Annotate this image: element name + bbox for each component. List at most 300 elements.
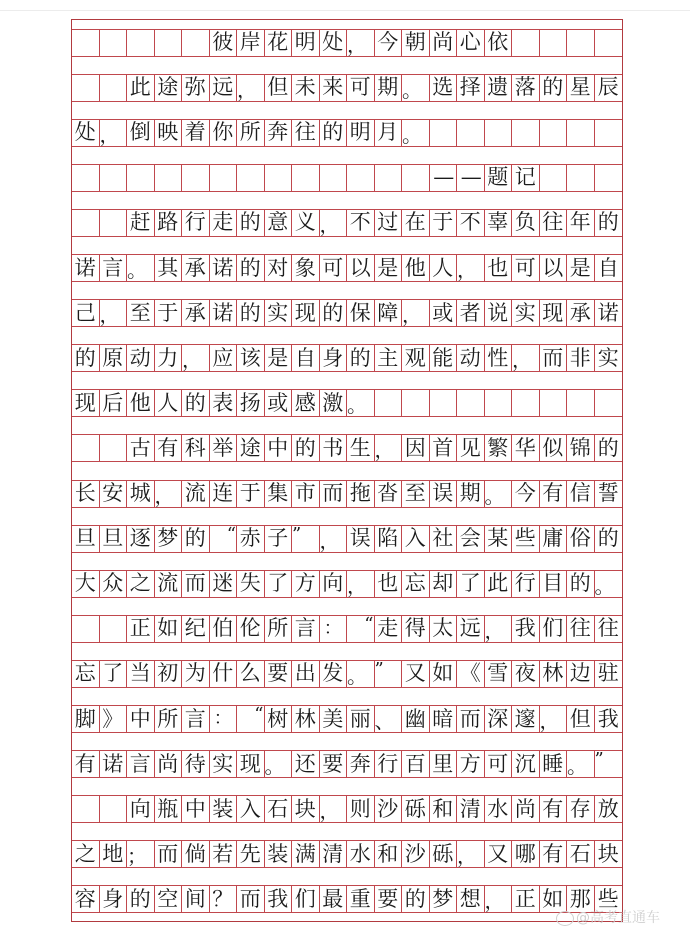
grid-cell-char: ， <box>347 571 375 597</box>
grid-cell-char: 于 <box>237 481 265 507</box>
grid-cell-char: ， <box>320 796 348 822</box>
grid-cell-char: 如 <box>540 886 568 912</box>
grid-cell-char: 的 <box>292 435 320 461</box>
grid-cell-char: 繁 <box>485 435 513 461</box>
grid-cell-char: 有 <box>540 796 568 822</box>
grid-cell-char: 遗 <box>485 75 513 101</box>
grid-cell-char: 中 <box>182 796 210 822</box>
grid-cell-char: 保 <box>347 300 375 326</box>
grid-cell-char: 满 <box>292 841 320 867</box>
grid-cell-char: 砾 <box>402 796 430 822</box>
watermark <box>556 907 660 927</box>
grid-cell-char: 清 <box>457 796 485 822</box>
grid-cell-char: 丽 <box>347 706 375 732</box>
grid-cell-char: 纪 <box>182 616 210 642</box>
grid-cell-char: 我 <box>597 706 619 731</box>
grid-cell-empty <box>512 120 540 146</box>
grid-row <box>72 795 622 823</box>
grid-cell-char: 初 <box>155 661 183 687</box>
grid-cell-char: 负 <box>512 210 540 236</box>
grid-cell-empty <box>72 616 100 642</box>
grid-cell-empty <box>100 796 128 822</box>
grid-cell-char: 要 <box>265 661 293 687</box>
grid-cell-char: 《 <box>457 661 485 687</box>
grid-cell-char: 会 <box>457 526 485 552</box>
grid-cell-char: 瓶 <box>155 796 183 822</box>
grid-cell-char: 误 <box>430 481 458 507</box>
grid-cell-char: 期 <box>375 75 403 101</box>
grid-cell-empty <box>72 75 100 101</box>
grid-cell-char: 和 <box>375 841 403 867</box>
grid-cell-char: 但 <box>567 706 595 732</box>
grid-cell-char: 雪 <box>485 661 513 687</box>
grid-cell-char: 和 <box>430 796 458 822</box>
grid-cell-char: 忘 <box>72 661 100 687</box>
grid-cell-char: 书 <box>320 435 348 461</box>
grid-cell-char: 尚 <box>155 751 183 777</box>
grid-cell-char: 往 <box>597 616 619 641</box>
grid-cell-char: 举 <box>210 435 238 461</box>
grid-cell-char: 了 <box>457 571 485 597</box>
grid-cell-char: 路 <box>155 210 183 236</box>
grid-cell-char: 障 <box>375 300 403 326</box>
grid-cell-char: 之 <box>72 841 100 867</box>
grid-cell-char: 非 <box>567 345 595 371</box>
grid-cell-char: 原 <box>100 345 128 371</box>
grid-cell-char: 诺 <box>72 255 100 281</box>
grid-cell-char: 是 <box>375 255 403 281</box>
grid-row <box>72 119 622 147</box>
grid-cell-char: 可 <box>347 75 375 101</box>
grid-cell-char: 幽 <box>402 706 430 732</box>
grid-cell-empty <box>237 165 265 191</box>
grid-cell-empty <box>72 796 100 822</box>
grid-row <box>72 299 622 327</box>
grid-cell-char: 还 <box>292 751 320 777</box>
grid-cell-char: 美 <box>320 706 348 732</box>
grid-cell-char: 应 <box>210 345 238 371</box>
grid-cell-char: 。 <box>567 751 595 777</box>
grid-cell-char: 市 <box>292 481 320 507</box>
grid-cell-char: 尚 <box>430 30 458 56</box>
grid-cell-char: 如 <box>155 616 183 642</box>
grid-cell-char: 有 <box>540 841 568 867</box>
grid-cell-char: 或 <box>265 390 293 416</box>
grid-cell-char: “ <box>237 706 265 732</box>
grid-cell-char: 过 <box>375 210 403 236</box>
grid-cell-empty <box>430 390 458 416</box>
grid-cell-empty <box>485 120 513 146</box>
grid-cell-char: ， <box>540 706 568 732</box>
grid-cell-char: 依 <box>485 30 513 56</box>
grid-cell-char: ， <box>402 300 430 326</box>
grid-cell-char: ， <box>457 841 485 867</box>
grid-cell-char: 着 <box>182 120 210 146</box>
grid-cell-char: 岸 <box>237 30 265 56</box>
grid-cell-empty <box>72 165 100 191</box>
grid-row <box>72 570 622 598</box>
grid-cell-char: 所 <box>265 616 293 642</box>
grid-cell-char: 的 <box>347 345 375 371</box>
grid-cell-char: 砾 <box>430 841 458 867</box>
grid-cell-char: 以 <box>540 255 568 281</box>
grid-cell-empty <box>540 165 568 191</box>
grid-cell-char: 所 <box>155 706 183 732</box>
grid-cell-char: 信 <box>567 481 595 507</box>
grid-cell-char: 辰 <box>597 75 619 100</box>
grid-cell-char: 人 <box>155 390 183 416</box>
grid-cell-char: 块 <box>292 796 320 822</box>
grid-cell-char: 众 <box>100 571 128 597</box>
grid-cell-char: 行 <box>512 571 540 597</box>
grid-cell-char: 社 <box>430 526 458 552</box>
grid-cell-char: 俗 <box>567 526 595 552</box>
grid-cell-char: 对 <box>265 255 293 281</box>
grid-cell-empty <box>402 165 430 191</box>
grid-cell-char: 邃 <box>512 706 540 732</box>
grid-cell-char: 锦 <box>567 435 595 461</box>
grid-cell-char: 首 <box>430 435 458 461</box>
grid-cell-char: 脚 <box>72 706 100 732</box>
grid-cell-char: 忘 <box>402 571 430 597</box>
grid-cell-char: 子 <box>265 526 293 552</box>
grid-cell-empty <box>72 30 100 56</box>
grid-cell-char: 可 <box>485 751 513 777</box>
grid-cell-empty <box>595 390 623 416</box>
grid-cell-char: 的 <box>597 210 619 235</box>
grid-cell-char: 庸 <box>540 526 568 552</box>
grid-cell-char: 彼 <box>210 30 238 56</box>
grid-cell-empty <box>457 120 485 146</box>
grid-row <box>72 29 622 57</box>
grid-cell-char: 至 <box>127 300 155 326</box>
grid-cell-char: 中 <box>265 435 293 461</box>
grid-cell-char: 而 <box>457 706 485 732</box>
grid-cell-char: 誓 <box>597 481 619 505</box>
grid-cell-char: 伦 <box>237 616 265 642</box>
grid-cell-empty <box>100 210 128 236</box>
grid-cell-char: 伯 <box>210 616 238 642</box>
grid-cell-empty <box>567 30 595 56</box>
grid-cell-char: 感 <box>292 390 320 416</box>
grid-cell-char: 身 <box>100 886 128 912</box>
grid-cell-char: ， <box>237 75 265 101</box>
grid-cell-char: 不 <box>347 210 375 236</box>
grid-cell-char: 来 <box>320 75 348 101</box>
grid-cell-char: ， <box>320 526 348 552</box>
grid-cell-char: 明 <box>292 30 320 56</box>
grid-cell-char: ” <box>594 749 604 771</box>
grid-cell-empty <box>320 165 348 191</box>
grid-cell-char: 处 <box>72 120 100 146</box>
grid-cell-empty <box>375 390 403 416</box>
grid-cell-empty <box>347 165 375 191</box>
grid-cell-char: 有 <box>540 481 568 507</box>
grid-cell-char: 可 <box>512 255 540 281</box>
grid-cell-char: 夜 <box>512 661 540 687</box>
grid-cell-char: 重 <box>347 886 375 912</box>
top-divider <box>0 10 690 11</box>
grid-cell-char: 远 <box>457 616 485 642</box>
grid-cell-char: 。 <box>402 75 430 101</box>
grid-cell-char: 意 <box>265 210 293 236</box>
grid-cell-char: 当 <box>127 661 155 687</box>
weibo-logo-icon <box>556 911 574 926</box>
grid-cell-char: 的 <box>540 75 568 101</box>
grid-row <box>72 525 622 553</box>
grid-cell-char: 赶 <box>127 210 155 236</box>
grid-cell-char: 承 <box>182 255 210 281</box>
grid-cell-char: 是 <box>265 345 293 371</box>
grid-cell-char: ， <box>512 345 540 371</box>
grid-cell-char: 入 <box>237 796 265 822</box>
grid-cell-char: 期 <box>457 481 485 507</box>
grid-cell-empty <box>512 390 540 416</box>
grid-cell-char: 花 <box>265 30 293 56</box>
grid-cell-char: 奔 <box>265 120 293 146</box>
grid-row <box>72 209 622 237</box>
grid-cell-char: 陷 <box>375 526 403 552</box>
grid-cell-char: 而 <box>237 886 265 912</box>
grid-cell-char: 待 <box>182 751 210 777</box>
grid-cell-char: 现 <box>72 390 100 416</box>
grid-cell-char: 安 <box>100 481 128 507</box>
grid-cell-char: 。 <box>402 120 430 146</box>
grid-cell-char: 清 <box>320 841 348 867</box>
grid-cell-char: 实 <box>512 300 540 326</box>
grid-cell-char: 生 <box>347 435 375 461</box>
grid-cell-char: ， <box>100 120 128 146</box>
grid-cell-char: 后 <box>100 390 128 416</box>
grid-cell-char: 华 <box>512 435 540 461</box>
grid-cell-char: 往 <box>292 120 320 146</box>
grid-cell-char: 走 <box>375 616 403 642</box>
grid-row <box>72 660 622 688</box>
grid-cell-char: 实 <box>597 345 619 370</box>
grid-cell-empty <box>127 165 155 191</box>
grid-cell-char: 今 <box>375 30 403 56</box>
grid-cell-char: 记 <box>512 165 540 191</box>
grid-cell-char: 们 <box>292 886 320 912</box>
grid-cell-char: 的 <box>320 120 348 146</box>
grid-cell-char: 旦 <box>100 526 128 552</box>
grid-cell-char: 的 <box>182 526 210 552</box>
grid-cell-empty <box>512 30 540 56</box>
grid-cell-empty <box>457 390 485 416</box>
grid-cell-char: 承 <box>567 300 595 326</box>
grid-cell-char: 现 <box>237 751 265 777</box>
grid-cell-char: 赤 <box>237 526 265 552</box>
grid-cell-char: 的 <box>237 300 265 326</box>
grid-cell-char: 沉 <box>512 751 540 777</box>
grid-cell-char: 激 <box>320 390 348 416</box>
grid-cell-char: 实 <box>265 300 293 326</box>
grid-cell-char: 走 <box>210 210 238 236</box>
grid-cell-char: 出 <box>292 661 320 687</box>
grid-cell-char: 现 <box>540 300 568 326</box>
grid-cell-char: 似 <box>540 435 568 461</box>
grid-cell-empty <box>72 210 100 236</box>
grid-cell-char: 往 <box>540 210 568 236</box>
grid-cell-char: 正 <box>127 616 155 642</box>
grid-cell-char: 。 <box>265 751 293 777</box>
grid-cell-char: 象 <box>292 255 320 281</box>
grid-cell-empty <box>595 30 623 56</box>
grid-cell-char: 今 <box>512 481 540 507</box>
grid-cell-char: 的 <box>127 886 155 912</box>
grid-cell-empty <box>567 120 595 146</box>
grid-row <box>72 615 622 643</box>
grid-cell-char: 里 <box>430 751 458 777</box>
grid-cell-char: 梦 <box>155 526 183 552</box>
grid-cell-char: 深 <box>485 706 513 732</box>
grid-cell-char: 正 <box>512 886 540 912</box>
grid-cell-char: 那 <box>567 886 595 912</box>
grid-cell-char: 选 <box>430 75 458 101</box>
grid-cell-empty <box>375 165 403 191</box>
grid-cell-char: 方 <box>292 571 320 597</box>
grid-row <box>72 705 622 733</box>
grid-cell-char: 是 <box>567 255 595 281</box>
grid-cell-char: ： <box>210 706 238 732</box>
grid-cell-char: ， <box>457 255 485 281</box>
grid-cell-char: 此 <box>127 75 155 101</box>
grid-cell-char: 为 <box>182 661 210 687</box>
grid-cell-char: 科 <box>182 435 210 461</box>
grid-cell-char: 动 <box>127 345 155 371</box>
grid-cell-char: 想 <box>457 886 485 912</box>
grid-cell-char: 明 <box>347 120 375 146</box>
grid-cell-char: 或 <box>430 300 458 326</box>
grid-cell-char: 见 <box>457 435 485 461</box>
grid-cell-char: 梦 <box>430 886 458 912</box>
grid-cell-char: 某 <box>485 526 513 552</box>
grid-cell-char: 百 <box>402 751 430 777</box>
grid-cell-char: ； <box>127 841 155 867</box>
grid-cell-char: 他 <box>402 255 430 281</box>
grid-cell-char: — <box>430 165 458 191</box>
grid-cell-char: 要 <box>320 751 348 777</box>
grid-row <box>72 344 622 372</box>
grid-cell-char: ， <box>100 300 128 326</box>
grid-cell-char: 城 <box>127 481 155 507</box>
grid-cell-char: ” <box>292 526 320 552</box>
grid-cell-char: 的 <box>597 435 619 460</box>
grid-cell-empty <box>567 390 595 416</box>
grid-cell-char: 能 <box>430 345 458 371</box>
grid-cell-char: 们 <box>540 616 568 642</box>
grid-cell-empty <box>567 165 595 191</box>
grid-cell-char: 林 <box>540 661 568 687</box>
grid-cell-char: 自 <box>597 255 619 280</box>
grid-cell-char: 其 <box>155 255 183 281</box>
grid-cell-char: 的 <box>597 526 619 551</box>
grid-cell-char: 若 <box>210 841 238 867</box>
grid-cell-char: 你 <box>210 120 238 146</box>
grid-cell-char: 旦 <box>72 526 100 552</box>
grid-cell-empty <box>100 30 128 56</box>
grid-cell-char: 向 <box>320 571 348 597</box>
grid-cell-char: 发 <box>320 661 348 687</box>
grid-cell-char: 太 <box>430 616 458 642</box>
grid-cell-char: 树 <box>265 706 293 732</box>
grid-cell-char: 拖 <box>347 481 375 507</box>
grid-cell-empty <box>182 165 210 191</box>
grid-cell-char: 么 <box>237 661 265 687</box>
grid-cell-char: 以 <box>347 255 375 281</box>
grid-cell-char: 所 <box>237 120 265 146</box>
grid-cell-char: 得 <box>402 616 430 642</box>
grid-cell-char: 途 <box>155 75 183 101</box>
grid-cell-char: 我 <box>265 886 293 912</box>
grid-cell-char: 远 <box>210 75 238 101</box>
grid-cell-char: 古 <box>127 435 155 461</box>
grid-cell-empty <box>540 30 568 56</box>
grid-cell-char: 而 <box>320 481 348 507</box>
grid-cell-char: 迷 <box>210 571 238 597</box>
grid-cell-char: 诺 <box>210 300 238 326</box>
grid-cell-char: 又 <box>402 661 430 687</box>
grid-cell-char: 言 <box>292 616 320 642</box>
grid-cell-char: 人 <box>430 255 458 281</box>
grid-cell-char: 的 <box>182 390 210 416</box>
grid-cell-char: 途 <box>237 435 265 461</box>
grid-cell-char: 可 <box>320 255 348 281</box>
grid-cell-char: 暗 <box>430 706 458 732</box>
grid-cell-char: 空 <box>155 886 183 912</box>
grid-cell-char: 先 <box>237 841 265 867</box>
grid-row <box>72 389 622 417</box>
grid-cell-char: 存 <box>567 796 595 822</box>
composition-grid-sheet <box>71 19 623 922</box>
grid-cell-char: 也 <box>375 571 403 597</box>
grid-row <box>72 434 622 462</box>
grid-row <box>72 750 622 778</box>
grid-cell-char: 现 <box>292 300 320 326</box>
grid-cell-char: 块 <box>597 841 619 866</box>
grid-cell-char: 身 <box>320 345 348 371</box>
grid-cell-char: ， <box>485 616 513 642</box>
grid-cell-char: 什 <box>210 661 238 687</box>
grid-cell-char: “ <box>210 526 238 552</box>
grid-cell-char: 的 <box>320 300 348 326</box>
grid-cell-char: 因 <box>402 435 430 461</box>
grid-cell-char: 者 <box>457 300 485 326</box>
grid-cell-char: 睡 <box>540 751 568 777</box>
grid-cell-char: 连 <box>210 481 238 507</box>
grid-cell-empty <box>540 120 568 146</box>
grid-cell-char: 石 <box>567 841 595 867</box>
grid-cell-char: 集 <box>265 481 293 507</box>
grid-cell-char: 。 <box>127 255 155 281</box>
grid-cell-char: 年 <box>567 210 595 236</box>
grid-cell-char: 己 <box>72 300 100 326</box>
grid-cell-char: 之 <box>127 571 155 597</box>
grid-cell-char: 有 <box>72 751 100 777</box>
grid-cell-char: ， <box>155 481 183 507</box>
grid-cell-char: 扬 <box>237 390 265 416</box>
grid-cell-char: 林 <box>292 706 320 732</box>
grid-cell-char: 观 <box>402 345 430 371</box>
grid-cell-char: 入 <box>402 526 430 552</box>
grid-cell-empty <box>265 165 293 191</box>
grid-cell-char: 石 <box>265 796 293 822</box>
grid-cell-char: 最 <box>320 886 348 912</box>
grid-row <box>72 840 622 868</box>
grid-row <box>72 885 622 913</box>
grid-cell-char: 动 <box>457 345 485 371</box>
grid-row <box>72 480 622 508</box>
